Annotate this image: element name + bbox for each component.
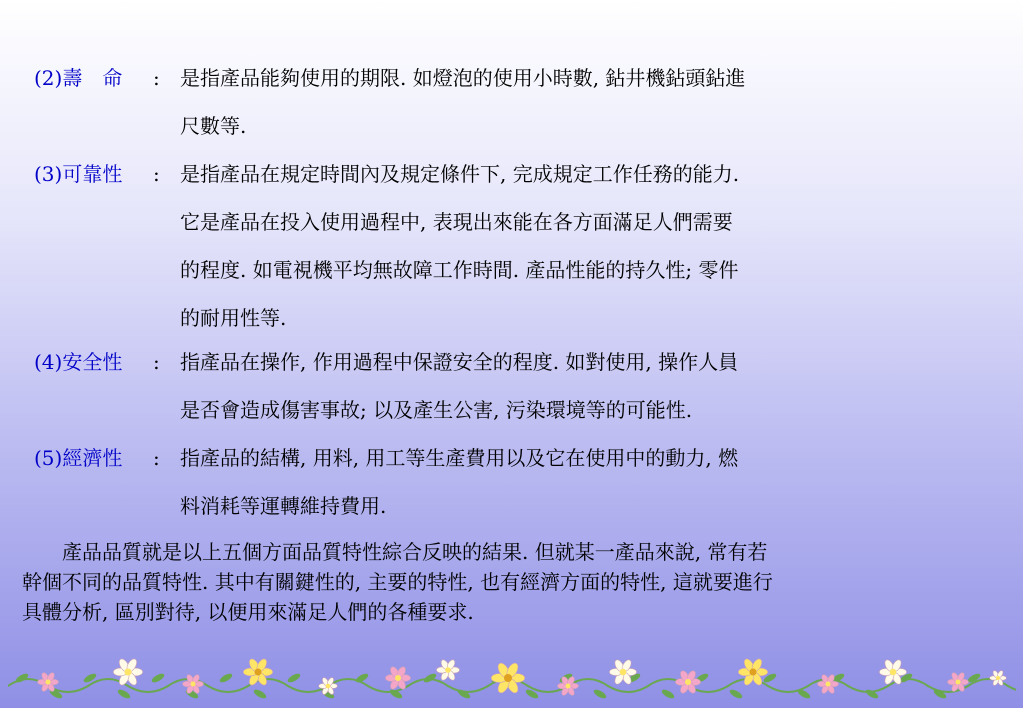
item-lifespan xyxy=(34,66,934,138)
item-text-line: 是否會造成傷害事故; 以及產生公害, 污染環境等的可能性. xyxy=(180,398,693,422)
item-text-line: 的耐用性等. xyxy=(180,306,287,330)
item-label: (2)壽 命 xyxy=(34,66,123,90)
leaf xyxy=(218,672,233,684)
item-colon: : xyxy=(153,66,160,90)
leaf xyxy=(422,672,437,684)
summary-line: 產品品質就是以上五個方面品質特性綜合反映的結果. 但就某一產品來說, 常有若 xyxy=(22,540,768,564)
item-text-line: 是指產品能夠使用的期限. 如燈泡的使用小時數, 鉆井機鉆頭鉆進 xyxy=(180,66,746,90)
leaf xyxy=(728,688,743,700)
item-text-line: 指產品的結構, 用料, 用工等生產費用以及它在使用中的動力, 燃 xyxy=(180,446,739,470)
flower xyxy=(948,671,969,692)
item-text-line: 它是產品在投入使用過程中, 表現出來能在各方面滿足人們需要 xyxy=(180,210,733,234)
leaf xyxy=(592,688,607,700)
leaf xyxy=(252,688,267,700)
item-safety xyxy=(34,350,934,422)
leaf xyxy=(660,688,675,700)
item-reliability xyxy=(34,162,934,330)
item-label: (5)經濟性 xyxy=(34,446,123,470)
flower xyxy=(113,657,142,686)
item-colon: : xyxy=(153,446,160,470)
flower-border xyxy=(8,642,1016,706)
item-text-line: 料消耗等運轉維持費用. xyxy=(180,494,387,518)
item-text-line: 尺數等. xyxy=(180,114,247,138)
item-text-line: 的程度. 如電視機平均無故障工作時間. 產品性能的持久性; 零件 xyxy=(180,258,739,282)
item-label: (4)安全性 xyxy=(34,350,123,374)
item-colon: : xyxy=(153,162,160,186)
item-text-line: 是指產品在規定時間內及規定條件下, 完成規定工作任務的能力. xyxy=(180,162,740,186)
leaf xyxy=(116,688,131,700)
summary-line: 具體分析, 區別對待, 以便用來滿足人們的各種要求. xyxy=(22,600,474,624)
item-label: (3)可靠性 xyxy=(34,162,123,186)
item-economy xyxy=(34,446,934,518)
flower xyxy=(436,658,459,681)
item-text-line: 指產品在操作, 作用過程中保證安全的程度. 如對使用, 操作人員 xyxy=(180,350,739,374)
flower xyxy=(491,661,525,695)
summary-line: 幹個不同的品質特性. 其中有關鍵性的, 主要的特性, 也有經濟方面的特性, 這就要進行 xyxy=(22,570,773,594)
leaf xyxy=(150,672,165,684)
item-colon: : xyxy=(153,350,160,374)
leaf xyxy=(286,672,301,684)
flower xyxy=(243,657,272,686)
summary-paragraph xyxy=(22,540,997,630)
